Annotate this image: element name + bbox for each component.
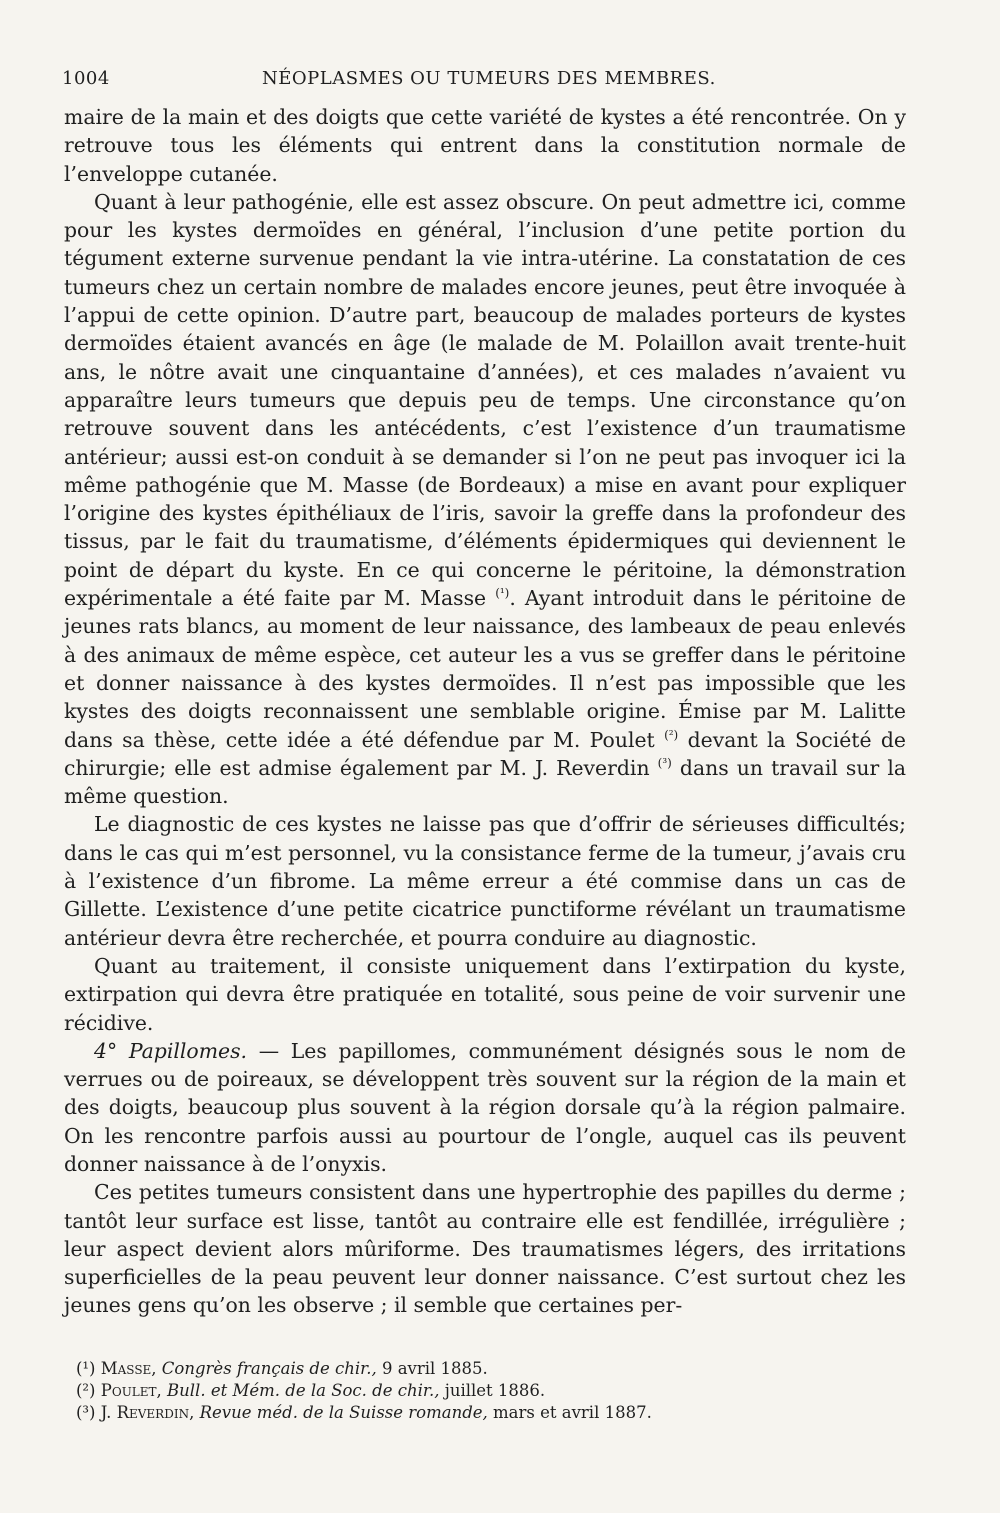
footnote-1 [76, 1358, 916, 1380]
paragraph-6: Ces petites tumeurs consistent dans une hypertrophie des papilles du derme ; tantôt leur surface est lisse, tantôt au contraire elle est fendillée, irrégulière ; leur aspect devient alors mûriforme. Des traumatismes légers, des irritations superficielles de la peau peuvent leur donner naissance. C’est surtout chez les jeunes gens qu’on les observe ; il semble que certaines per- [64, 1180, 906, 1318]
paragraph-2-part-b: . Ayant introduit dans le péritoine de jeunes rats blancs, au moment de leur naissance, des lambeaux de peau enlevés à des animaux de même espèce, cet auteur les a vus se greffer dans le péritoine et donner naissance à des kystes dermoïdes. Il n’est pas impossible que les kystes des doigts reconnaissent une semblable origine. Émise par M. Lalitte dans sa thèse, cette idée a été défendue par M. Poulet [64, 586, 906, 752]
section-heading-papillomes: 4° Papillomes. [94, 1038, 248, 1063]
footnote-2 [76, 1380, 916, 1402]
paragraph-2-part-d: dans un travail sur la même question. [64, 755, 907, 809]
paragraph-5 [64, 1037, 906, 1178]
footnote-mark: (³) [76, 1403, 96, 1422]
footnote-date: mars et avril 1887. [493, 1403, 652, 1422]
footnote-author: Masse, [100, 1359, 157, 1378]
footnote-date: 9 avril 1885. [381, 1359, 488, 1378]
paragraph-3: Le diagnostic de ces kystes ne laisse pas que d’offrir de sérieuses difficultés; dans le cas qui m’est personnel, vu la consistance ferme de la tumeur, j’avais cru à l’existence d’un fibrome. La même erreur a été commise dans un cas de Gillette. L’existence d’une petite cicatrice punctiforme révélant un traumatisme antérieur devra être recherchée, et pourra conduire au diagnostic. [64, 812, 906, 950]
paragraph-4: Quant au traitement, il consiste uniquement dans l’extirpation du kyste, extirpation qui devra être pratiquée en totalité, sous peine de voir survenir une récidive. [64, 953, 906, 1035]
paragraph-2-part-c: devant la Société de chirurgie; elle est admise également par M. J. Reverdin [64, 727, 906, 780]
footnote-3 [76, 1402, 916, 1424]
footnote-mark: (²) [76, 1381, 96, 1400]
paragraph-5-text: — Les papillomes, communément désignés sous le nom de verrues ou de poireaux, se développent très souvent sur la région de la main et des doigts, beaucoup plus souvent à la région dorsale qu’à la région palmaire. On les rencontre parfois aussi au pourtour de l’ongle, auquel cas ils peuvent donner naissance à de l’onyxis. [64, 1038, 906, 1176]
footnote-author: Poulet, [100, 1381, 162, 1400]
page-number: 1004 [62, 68, 110, 89]
footnote-ref-2: (²) [664, 727, 679, 742]
footnote-ref-3: (³) [657, 756, 672, 771]
footnote-date: juillet 1886. [444, 1381, 546, 1400]
footnote-work: Congrès français de chir., [161, 1359, 377, 1378]
body-text [64, 103, 906, 1320]
running-head [62, 68, 902, 98]
footnote-ref-1: (¹) [495, 586, 510, 601]
paragraph-1: maire de la main et des doigts que cette variété de kystes a été rencontrée. On y retrouve tous les éléments qui entrent dans la constitution normale de l’enveloppe cutanée. [64, 105, 906, 186]
paragraph-2 [64, 188, 906, 811]
footnote-work: Revue méd. de la Suisse romande, [199, 1403, 488, 1422]
paragraph-2-part-a: Quant à leur pathogénie, elle est assez obscure. On peut admettre ici, comme pour les kystes dermoïdes en général, l’inclusion d’une petite portion du tégument externe survenue pendant la vie intra-utérine. La constatation de ces tumeurs chez un certain nombre de malades encore jeunes, peut être invoquée à l’appui de cette opinion. D’autre part, beaucoup de malades porteurs de kystes dermoïdes étaient avancés en âge (le malade de M. Polaillon avait trente-huit ans, le nôtre avait une cinquantaine d’années), et ces malades n’avaient vu apparaître leurs tumeurs que depuis peu de temps. Une circonstance qu’on retrouve souvent dans les antécédents, c’est l’existence d’un traumatisme antérieur; aussi est-on conduit à se demander si l’on ne peut pas invoquer ici la même pathogénie que M. Masse (de Bordeaux) a mise en avant pour expliquer l’origine des kystes épithéliaux de l’iris, savoir la greffe dans la profondeur des tissus, par le fait du traumatisme, d’éléments épidermiques qui deviennent le point de départ du kyste. En ce qui concerne le péritoine, la démonstration expérimentale a été faite par M. Masse [64, 189, 906, 611]
footnote-work: Bull. et Mém. de la Soc. de chir., [167, 1381, 440, 1400]
footnote-author: J. Reverdin, [100, 1403, 195, 1422]
running-title: NÉOPLASMES OU TUMEURS DES MEMBRES. [262, 68, 716, 89]
footnotes [76, 1358, 916, 1424]
footnote-mark: (¹) [76, 1359, 96, 1378]
